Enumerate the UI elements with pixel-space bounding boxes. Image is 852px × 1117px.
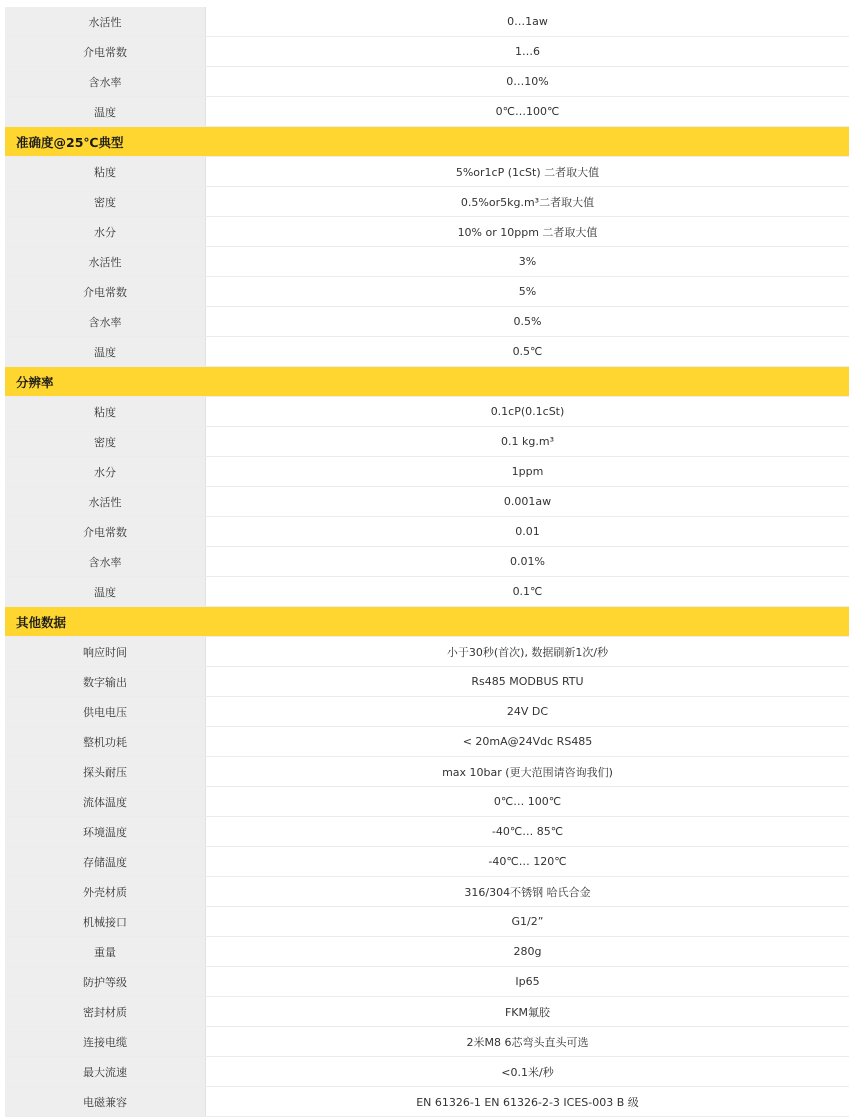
row-value: 1…6 — [206, 37, 849, 66]
row-value: 0℃…100℃ — [206, 97, 849, 126]
table-row — [5, 997, 849, 1027]
row-value: max 10bar (更大范围请咨询我们) — [206, 757, 849, 786]
table-row — [5, 817, 849, 847]
table-row — [5, 967, 849, 997]
row-value: 0.01 — [206, 517, 849, 546]
row-label: 密封材质 — [5, 997, 206, 1026]
table-row — [5, 1027, 849, 1057]
section-header: 其他数据 — [5, 607, 849, 637]
table-row — [5, 427, 849, 457]
row-value: 0.001aw — [206, 487, 849, 516]
row-value: 0.1 kg.m³ — [206, 427, 849, 456]
table-row — [5, 517, 849, 547]
table-row — [5, 877, 849, 907]
row-value: Rs485 MODBUS RTU — [206, 667, 849, 696]
table-row — [5, 937, 849, 967]
row-value: 0℃… 100℃ — [206, 787, 849, 816]
row-label: 存储温度 — [5, 847, 206, 876]
row-value: <0.1米/秒 — [206, 1057, 849, 1086]
row-label: 供电电压 — [5, 697, 206, 726]
row-value: 1ppm — [206, 457, 849, 486]
row-value: EN 61326-1 EN 61326-2-3 ICES-003 B 级 — [206, 1087, 849, 1116]
table-row — [5, 907, 849, 937]
row-value: 小于30秒(首次), 数据刷新1次/秒 — [206, 637, 849, 666]
table-row — [5, 757, 849, 787]
row-value: 5% — [206, 277, 849, 306]
row-label: 含水率 — [5, 67, 206, 96]
table-row — [5, 187, 849, 217]
table-row — [5, 7, 849, 37]
row-label: 流体温度 — [5, 787, 206, 816]
row-label: 连接电缆 — [5, 1027, 206, 1056]
row-label: 防护等级 — [5, 967, 206, 996]
row-label: 水分 — [5, 457, 206, 486]
row-label: 介电常数 — [5, 517, 206, 546]
row-value: 0.5% — [206, 307, 849, 336]
section-header: 分辨率 — [5, 367, 849, 397]
table-row — [5, 637, 849, 667]
table-row — [5, 697, 849, 727]
table-row — [5, 307, 849, 337]
table-row — [5, 277, 849, 307]
row-label: 密度 — [5, 427, 206, 456]
table-row — [5, 577, 849, 607]
row-label: 机械接口 — [5, 907, 206, 936]
table-row — [5, 157, 849, 187]
table-row — [5, 67, 849, 97]
spec-table — [5, 7, 849, 1117]
table-row — [5, 37, 849, 67]
row-label: 响应时间 — [5, 637, 206, 666]
row-label: 介电常数 — [5, 37, 206, 66]
row-label: 整机功耗 — [5, 727, 206, 756]
row-value: 2米M8 6芯弯头直头可选 — [206, 1027, 849, 1056]
table-row — [5, 1087, 849, 1117]
table-row — [5, 457, 849, 487]
row-label: 密度 — [5, 187, 206, 216]
row-label: 外壳材质 — [5, 877, 206, 906]
table-row — [5, 97, 849, 127]
table-row — [5, 337, 849, 367]
row-value: 0…1aw — [206, 7, 849, 36]
row-value: -40℃… 85℃ — [206, 817, 849, 846]
row-value: < 20mA@24Vdc RS485 — [206, 727, 849, 756]
row-value: 24V DC — [206, 697, 849, 726]
row-label: 含水率 — [5, 307, 206, 336]
row-value: 10% or 10ppm 二者取大值 — [206, 217, 849, 246]
row-value: 0…10% — [206, 67, 849, 96]
table-row — [5, 847, 849, 877]
row-value: 280g — [206, 937, 849, 966]
row-label: 水活性 — [5, 247, 206, 276]
row-label: 电磁兼容 — [5, 1087, 206, 1116]
table-row — [5, 247, 849, 277]
table-row — [5, 487, 849, 517]
row-value: 3% — [206, 247, 849, 276]
table-row — [5, 727, 849, 757]
row-label: 水活性 — [5, 7, 206, 36]
row-value: 0.5%or5kg.m³二者取大值 — [206, 187, 849, 216]
row-value: G1/2” — [206, 907, 849, 936]
row-label: 数字输出 — [5, 667, 206, 696]
table-row — [5, 547, 849, 577]
row-label: 最大流速 — [5, 1057, 206, 1086]
row-label: 粘度 — [5, 157, 206, 186]
row-value: 0.1℃ — [206, 577, 849, 606]
row-value: 0.5℃ — [206, 337, 849, 366]
table-row — [5, 1057, 849, 1087]
row-value: Ip65 — [206, 967, 849, 996]
row-label: 水分 — [5, 217, 206, 246]
row-value: FKM氟胶 — [206, 997, 849, 1026]
row-value: 0.1cP(0.1cSt) — [206, 397, 849, 426]
row-value: 5%or1cP (1cSt) 二者取大值 — [206, 157, 849, 186]
row-label: 重量 — [5, 937, 206, 966]
row-label: 粘度 — [5, 397, 206, 426]
row-label: 探头耐压 — [5, 757, 206, 786]
table-row — [5, 667, 849, 697]
row-value: -40℃… 120℃ — [206, 847, 849, 876]
row-label: 含水率 — [5, 547, 206, 576]
row-label: 介电常数 — [5, 277, 206, 306]
table-row — [5, 787, 849, 817]
row-label: 温度 — [5, 337, 206, 366]
row-label: 温度 — [5, 97, 206, 126]
row-label: 温度 — [5, 577, 206, 606]
section-header: 准确度@25℃典型 — [5, 127, 849, 157]
table-row — [5, 217, 849, 247]
row-value: 0.01% — [206, 547, 849, 576]
row-label: 环境温度 — [5, 817, 206, 846]
table-row — [5, 397, 849, 427]
row-value: 316/304不锈钢 哈氏合金 — [206, 877, 849, 906]
row-label: 水活性 — [5, 487, 206, 516]
